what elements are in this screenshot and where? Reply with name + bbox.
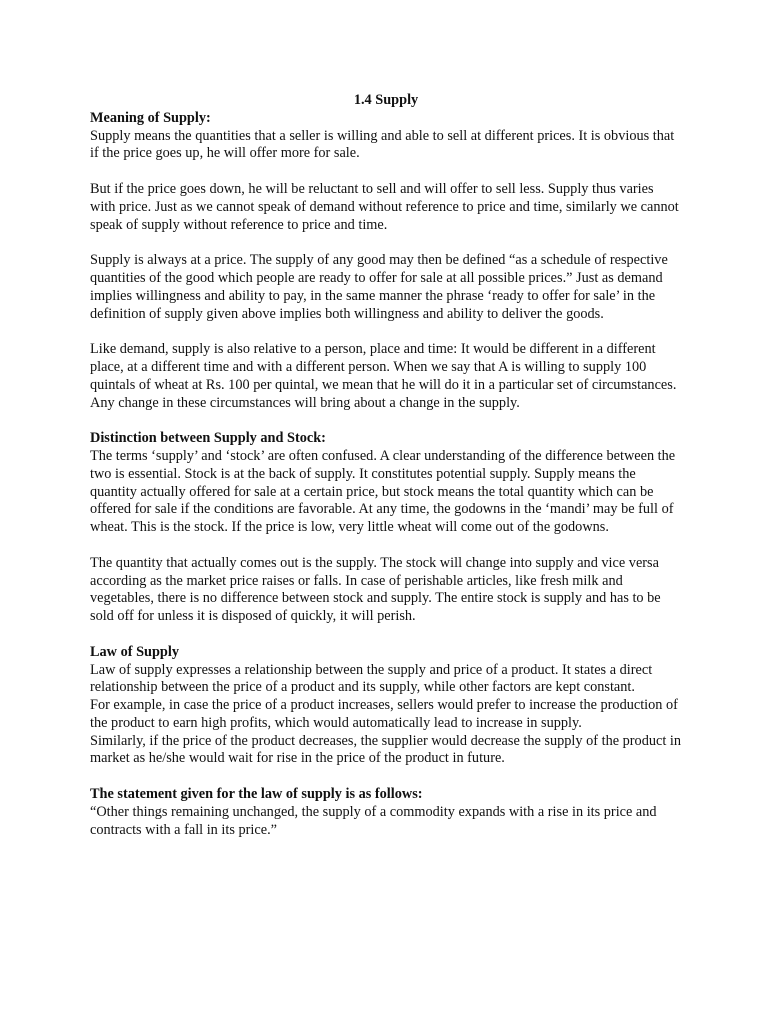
paragraph: But if the price goes down, he will be reluctant to sell and will offer to sell less. Supply thus varies with price. Just as we cannot speak of demand without reference to price and time, similarly we cannot speak of supply without reference to price and time. <box>90 180 679 233</box>
paragraph: Supply means the quantities that a seller is willing and able to sell at different prices. It is obvious that if the price goes up, he will offer more for sale. <box>90 127 675 162</box>
paragraph: Similarly, if the price of the product decreases, the supplier would decrease the supply of the product in market as he/she would wait for rise in the price of the product in future. <box>90 732 682 767</box>
section-heading-meaning-of-supply: Meaning of Supply: <box>90 109 211 126</box>
section-heading-law-statement: The statement given for the law of supply is as follows: <box>90 786 423 803</box>
document-page <box>90 92 682 839</box>
paragraph: Supply is always at a price. The supply of any good may then be defined “as a schedule of respective quantities of the good which people are ready to offer for sale at all possible prices.” Just as demand implies willingness and ability to pay, in the same manner the phrase ‘ready to offer for sale’ in the definition of supply given above implies both willingness and ability to deliver the goods. <box>90 252 668 322</box>
section-heading-supply-vs-stock: Distinction between Supply and Stock: <box>90 430 326 447</box>
paragraph: For example, in case the price of a product increases, sellers would prefer to increase the production of the product to earn high profits, which would automatically lead to increase in supply. <box>90 697 678 731</box>
paragraph: Law of supply expresses a relationship between the supply and price of a product. It states a direct relationship between the price of a product and its supply, while other factors are kept constant. <box>90 661 653 696</box>
paragraph: Like demand, supply is also relative to a person, place and time: It would be different in a different place, at a different time and with a different person. When we say that A is willing to supply 100 quintals of wheat at Rs. 100 per quintal, we mean that he will do it in a particular set of circumstances. Any change in these circumstances will bring about a change in the supply. <box>90 341 677 411</box>
page-title: 1.4 Supply <box>353 92 419 108</box>
law-statement-quote: “Other things remaining unchanged, the supply of a commodity expands with a rise in its price and contracts with a fall in its price.” <box>90 803 657 838</box>
section-heading-law-of-supply: Law of Supply <box>90 643 179 660</box>
paragraph: The terms ‘supply’ and ‘stock’ are often confused. A clear understanding of the difference between the two is essential. Stock is at the back of supply. It constitutes potential supply. Supply means the quantity actually offered for sale at a certain price, but stock means the total quantity which can be offered for sale if the conditions are favorable. At any time, the godowns in the ‘mandi’ may be full of wheat. This is the stock. If the price is low, very little wheat will come out of the godowns. <box>90 447 676 536</box>
paragraph: The quantity that actually comes out is the supply. The stock will change into supply and vice versa according as the market price raises or falls. In case of perishable articles, like fresh milk and vegetables, there is no difference between stock and supply. The entire stock is supply and has to be sold off for unless it is disposed of quickly, it will perish. <box>90 554 661 625</box>
